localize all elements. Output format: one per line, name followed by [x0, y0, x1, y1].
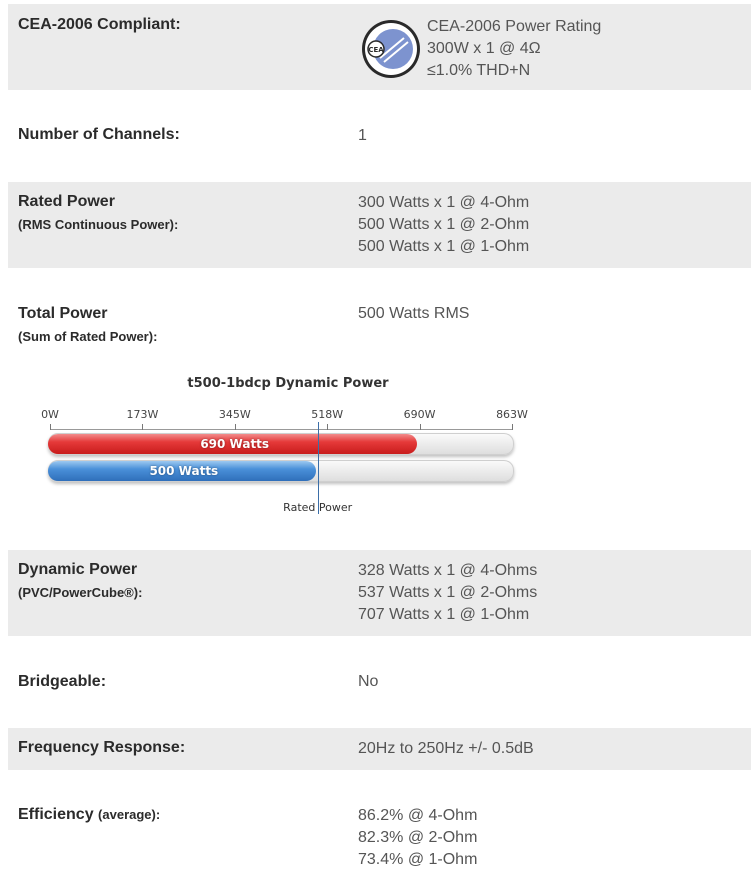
chart-title: t500-1bdcp Dynamic Power: [187, 376, 389, 391]
chart-axis-line: [50, 429, 512, 430]
channels-value: 1: [358, 127, 367, 144]
dynamic-power-line: 537 Watts x 1 @ 2-Ohms: [358, 584, 538, 601]
efficiency-sublabel: (average):: [98, 807, 161, 822]
dynamic-power-values: [358, 560, 537, 626]
rated-power-marker-label: Rated Power: [283, 501, 353, 514]
bar-label: 500 Watts: [149, 464, 219, 478]
tick-mark: [142, 424, 143, 430]
tick-label: 0W: [41, 408, 59, 421]
total-power-label: [18, 303, 157, 348]
tick-label: 518W: [311, 408, 344, 421]
tick-label: 690W: [403, 408, 436, 421]
dynamic-power-label: [18, 559, 142, 604]
tick-mark: [50, 424, 51, 430]
efficiency-line: 73.4% @ 1-Ohm: [358, 851, 478, 868]
channels-label: Number of Channels:: [18, 126, 180, 143]
cea-2006-compliant-seal-icon: [360, 18, 422, 80]
dynamic-power-row: [8, 550, 751, 636]
bar-label: 690 Watts: [200, 437, 270, 451]
dynamic-power-chart: [38, 372, 538, 522]
channels-row: [8, 90, 751, 182]
cea-seal-center-text: CEA: [368, 46, 384, 54]
tick-mark: [235, 424, 236, 430]
total-power-value: 500 Watts RMS: [358, 305, 470, 322]
dynamic-power-line: 707 Watts x 1 @ 1-Ohm: [358, 606, 530, 623]
total-power-title: Total Power: [18, 305, 108, 322]
rated-power-title: Rated Power: [18, 193, 115, 210]
efficiency-values: [358, 805, 477, 871]
bridgeable-row: [8, 636, 751, 728]
cea-rating-text: [427, 16, 601, 82]
rated-power-label: [18, 191, 178, 236]
bridgeable-value: No: [358, 673, 379, 690]
efficiency-line: 82.3% @ 2-Ohm: [358, 829, 478, 846]
rated-power-sublabel: (RMS Continuous Power):: [18, 217, 179, 232]
cea-rating-line: 300W x 1 @ 4Ω: [427, 40, 541, 57]
tick-label: 345W: [218, 408, 251, 421]
tick-mark: [327, 424, 328, 430]
rated-power-line: 500 Watts x 1 @ 1-Ohm: [358, 238, 530, 255]
dynamic-power-line: 328 Watts x 1 @ 4-Ohms: [358, 562, 538, 579]
total-power-sublabel: (Sum of Rated Power):: [18, 329, 158, 344]
dynamic-power-title: Dynamic Power: [18, 561, 138, 578]
bridgeable-label: Bridgeable:: [18, 673, 107, 690]
dynamic-power-sublabel: (PVC/PowerCube®):: [18, 585, 143, 600]
tick-mark: [420, 424, 421, 430]
frequency-value: 20Hz to 250Hz +/- 0.5dB: [358, 740, 534, 757]
efficiency-row: [8, 770, 751, 894]
cea-label: CEA-2006 Compliant:: [18, 16, 181, 33]
cea-rating-line: ≤1.0% THD+N: [427, 62, 531, 79]
rated-power-line: 500 Watts x 1 @ 2-Ohm: [358, 216, 530, 233]
tick-mark: [512, 424, 513, 430]
rated-power-row: [8, 182, 751, 268]
frequency-label: Frequency Response:: [18, 739, 186, 756]
cea-row: [8, 4, 751, 90]
frequency-row: [8, 728, 751, 770]
efficiency-line: 86.2% @ 4-Ohm: [358, 807, 478, 824]
tick-label: 173W: [126, 408, 159, 421]
efficiency-label: [18, 804, 160, 826]
cea-rating-line: CEA-2006 Power Rating: [427, 18, 602, 35]
efficiency-title: Efficiency: [18, 806, 94, 823]
rated-power-values: [358, 192, 529, 258]
tick-label: 863W: [496, 408, 528, 421]
rated-power-line: 300 Watts x 1 @ 4-Ohm: [358, 194, 530, 211]
